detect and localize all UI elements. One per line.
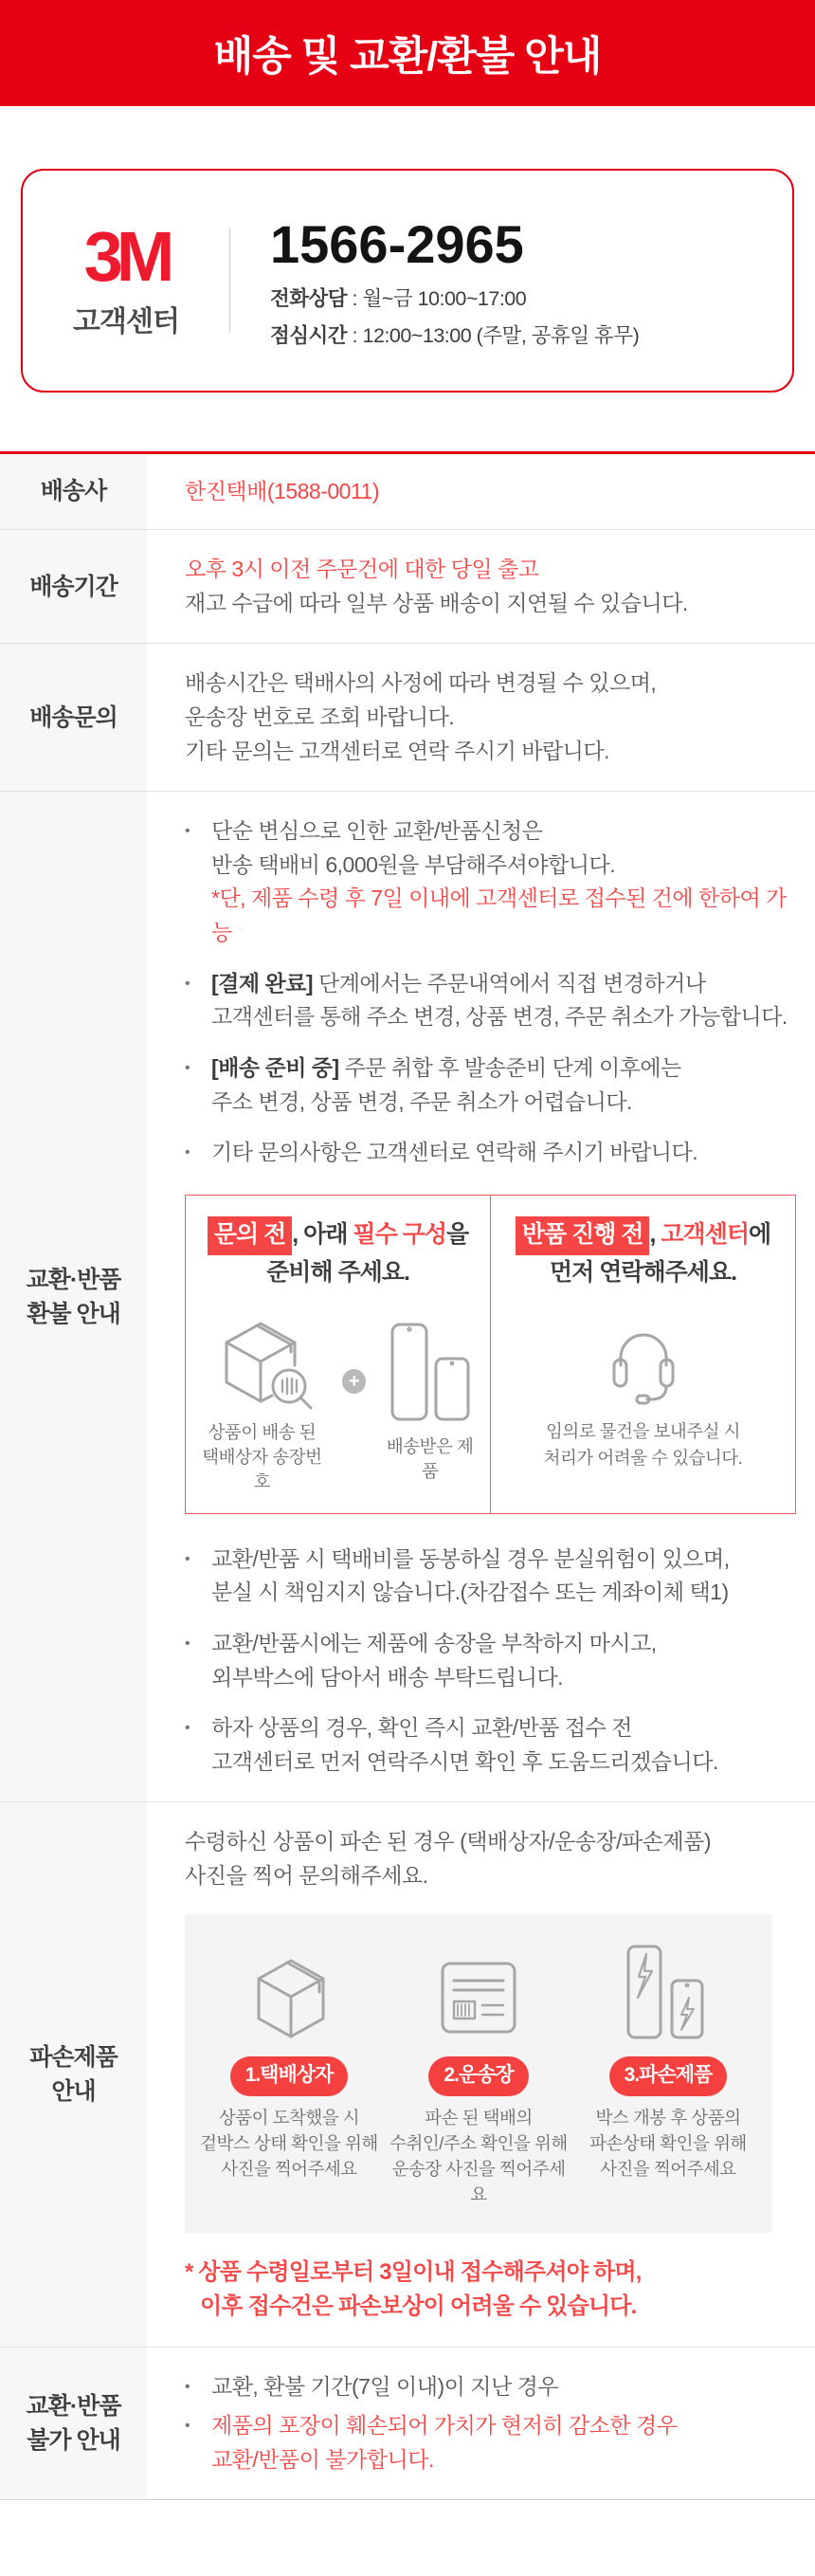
damage-step3-badge: 3.파손제품	[609, 2056, 728, 2097]
exchange-bullet-5	[185, 1543, 796, 1610]
no-exchange-b2-line2: 교환/반품이 불가합니다.	[211, 2446, 434, 2472]
page-title: 배송 및 교환/환불 안내	[213, 33, 602, 80]
table-row-no-exchange	[0, 2348, 815, 2500]
exchange-b2-strong: [결제 완료]	[211, 970, 314, 996]
exchange-b6-line2: 외부박스에 담아서 배송 부탁드립니다.	[211, 1664, 564, 1690]
exchange-notice-box	[185, 1195, 796, 1514]
customer-center-info	[230, 213, 639, 349]
damage-note-line2: 이후 접수건은 파손보상이 어려울 수 있습니다.	[200, 2293, 637, 2319]
row-label-no-exchange	[0, 2348, 147, 2500]
no-exchange-b1-text: • 교환, 환불 기간(7일 이내)이 지난 경우	[211, 2373, 559, 2399]
exchange-bullet-2	[185, 967, 796, 1034]
waybill-icon	[429, 1952, 528, 2043]
row-content-shipping-period	[147, 530, 815, 643]
damage-step3-caption: 박스 개봉 후 상품의 파손상태 확인을 위해 사진을 찍어주세요	[589, 2108, 747, 2179]
no-exchange-bullet-1	[185, 2370, 796, 2404]
exchange-b2-rest: 단계에서는 주문내역에서 직접 변경하거나	[313, 970, 706, 996]
notice-left-title	[195, 1216, 480, 1291]
damage-intro-line2: 사진을 찍어 문의해주세요.	[185, 1863, 428, 1889]
notice-right-line2: 먼저 연락해주세요.	[549, 1259, 737, 1287]
exchange-b3-line2: 주소 변경, 상품 변경, 주문 취소가 어렵습니다.	[211, 1088, 632, 1114]
plus-icon	[342, 1369, 366, 1394]
notice-left-em: 필수 구성	[353, 1220, 446, 1248]
exchange-b1-line2: 반송 택배비 6,000원을 부담해주셔야합니다.	[211, 851, 616, 877]
package-box-icon	[236, 1945, 342, 2043]
notice-left-caption1: 상품이 배송 된 택배상자 송장번호	[202, 1421, 322, 1491]
row-label-shipping-period: 배송기간	[0, 530, 147, 643]
consult-hours-value: : 월~금 10:00~17:00	[347, 286, 527, 310]
notice-left-after: , 아래	[292, 1220, 353, 1248]
exchange-b2-line1	[211, 967, 796, 1001]
damage-label-line1: 파손제품	[29, 2043, 118, 2071]
damage-step2-badge: 2.운송장	[428, 2056, 528, 2097]
lunch-hours-label: 점심시간	[270, 323, 348, 347]
exchange-label-line2: 환불 안내	[27, 1300, 120, 1327]
notice-right-em: 고객센터	[661, 1220, 749, 1248]
shipping-inquiry-line1: 배송시간은 택배사의 사정에 따라 변경될 수 있으며,	[185, 670, 657, 696]
no-exchange-label-line2: 불가 안내	[27, 2427, 120, 2455]
bottom-spacer	[0, 2500, 815, 2576]
exchange-b1-line1: • 단순 변심으로 인한 교환/반품신청은	[211, 818, 543, 844]
row-label-shipping-inquiry: 배송문의	[0, 644, 147, 791]
damage-step1-caption: 상품이 도착했을 시 겉박스 상태 확인을 위해 사진을 찍어주세요	[200, 2108, 378, 2179]
row-content-no-exchange	[147, 2348, 815, 2500]
damage-step-product	[573, 1941, 763, 2208]
info-table	[0, 451, 815, 2500]
table-row-exchange-refund	[0, 792, 815, 1802]
exchange-bullet-3	[185, 1051, 796, 1119]
shipping-company-value: 한진택배(1588-0011)	[185, 478, 379, 503]
notice-before-return	[490, 1196, 795, 1513]
row-label-damaged-product	[0, 1802, 147, 2346]
table-row-shipping-period	[0, 530, 815, 644]
damage-intro	[185, 1825, 796, 1892]
exchange-b3-rest: 주문 취합 후 발송준비 단계 이후에는	[338, 1055, 681, 1081]
exchange-bullet-4	[185, 1136, 796, 1170]
no-exchange-label-line1: 교환·반품	[26, 2392, 121, 2420]
shipping-period-highlight: 오후 3시 이전 주문건에 대한 당일 출고	[185, 557, 539, 581]
row-label-shipping-company: 배송사	[0, 454, 147, 529]
notice-left-badge: 문의 전	[208, 1216, 292, 1256]
package-box-magnifier-icon	[206, 1306, 317, 1413]
damaged-product-packs-icon	[621, 1941, 715, 2043]
lunch-hours	[270, 320, 639, 349]
damage-steps-panel	[185, 1914, 772, 2233]
notice-right-caption: 임의로 물건을 보내주실 시 처리가 어려울 수 있습니다.	[543, 1420, 743, 1468]
damage-note	[185, 2256, 796, 2324]
damage-note-line1: * 상품 수령일로부터 3일이내 접수해주셔야 하며,	[185, 2258, 642, 2285]
notice-before-inquiry	[186, 1196, 490, 1513]
damage-step-box	[194, 1941, 384, 2208]
shipping-inquiry-line3: 기타 문의는 고객센터로 연락 주시기 바랍니다.	[185, 738, 609, 763]
exchange-b6-line1: • 교환/반품시에는 제품에 송장을 부착하지 마시고,	[211, 1630, 657, 1655]
damage-intro-line1: 수령하신 상품이 파손 된 경우 (택배상자/운송장/파손제품)	[185, 1829, 712, 1854]
exchange-bullet-6	[185, 1627, 796, 1694]
row-content-shipping-company	[147, 454, 815, 529]
exchange-b7-line2: 고객센터로 먼저 연락주시면 확인 후 도움드리겠습니다.	[211, 1748, 718, 1774]
notice-right-tail: 에	[749, 1220, 771, 1248]
row-content-damaged-product	[147, 1802, 815, 2346]
brand-logo-3m: 3M	[83, 217, 169, 296]
headset-icon	[591, 1306, 696, 1405]
notice-left-line2: 준비해 주세요.	[266, 1259, 409, 1287]
damage-step-waybill	[384, 1941, 573, 2208]
exchange-b3-line1	[211, 1051, 796, 1086]
exchange-label-line1: 교환·반품	[26, 1266, 121, 1293]
consult-hours	[270, 283, 639, 312]
exchange-b3-strong: [배송 준비 중]	[211, 1055, 339, 1081]
exchange-b5-line2: 분실 시 책임지지 않습니다.(차감접수 또는 계좌이체 택1)	[211, 1580, 729, 1605]
customer-center-label: 고객센터	[73, 306, 179, 338]
customer-center-brand	[23, 217, 229, 339]
damage-step2-caption: 파손 된 택배의 수취인/주소 확인을 위해 운송장 사진을 찍어주세요	[389, 2108, 568, 2204]
row-label-exchange-refund	[0, 792, 147, 1801]
exchange-b5-line1: • 교환/반품 시 택배비를 동봉하실 경우 분실위험이 있으며,	[211, 1545, 730, 1571]
row-content-shipping-inquiry	[147, 644, 815, 791]
product-packs-icon	[383, 1317, 478, 1427]
exchange-b4-text: • 기타 문의사항은 고객센터로 연락해 주시기 바랍니다.	[211, 1140, 698, 1165]
consult-hours-label: 전화상담	[270, 286, 348, 310]
damage-label-line2: 안내	[51, 2078, 96, 2106]
exchange-bullet-1	[185, 814, 796, 950]
lunch-hours-value: : 12:00~13:00 (주말, 공휴일 휴무)	[347, 323, 640, 347]
no-exchange-bullet-2	[185, 2409, 796, 2476]
notice-right-title	[500, 1216, 786, 1291]
damage-step1-badge: 1.택배상자	[230, 2056, 349, 2097]
notice-left-caption2: 배송받은 제품	[386, 1435, 474, 1481]
no-exchange-b2-line1: • 제품의 포장이 훼손되어 가치가 현저히 감소한 경우	[211, 2413, 678, 2439]
shipping-inquiry-line2: 운송장 번호로 조회 바랍니다.	[185, 703, 455, 729]
customer-center-phone: 1566-2965	[270, 213, 524, 274]
exchange-bullet-7	[185, 1711, 796, 1779]
table-row-shipping-company	[0, 454, 815, 530]
table-row-damaged-product	[0, 1802, 815, 2347]
notice-right-after: ,	[649, 1220, 661, 1248]
customer-center-box	[21, 169, 794, 393]
table-row-shipping-inquiry	[0, 644, 815, 792]
notice-right-badge: 반품 진행 전	[516, 1216, 650, 1256]
page-header	[0, 0, 815, 106]
row-content-exchange-refund	[147, 792, 815, 1801]
shipping-period-line2: 재고 수급에 따라 일부 상품 배송이 지연될 수 있습니다.	[185, 590, 688, 615]
exchange-b1-note: *단, 제품 수령 후 7일 이내에 고객센터로 접수된 건에 한하여 가능	[211, 886, 787, 945]
notice-left-tail: 을	[445, 1220, 469, 1248]
exchange-b2-line2: 고객센터를 통해 주소 변경, 상품 변경, 주문 취소가 가능합니다.	[211, 1004, 788, 1030]
exchange-b7-line1: • 하자 상품의 경우, 확인 즉시 교환/반품 접수 전	[211, 1715, 632, 1741]
